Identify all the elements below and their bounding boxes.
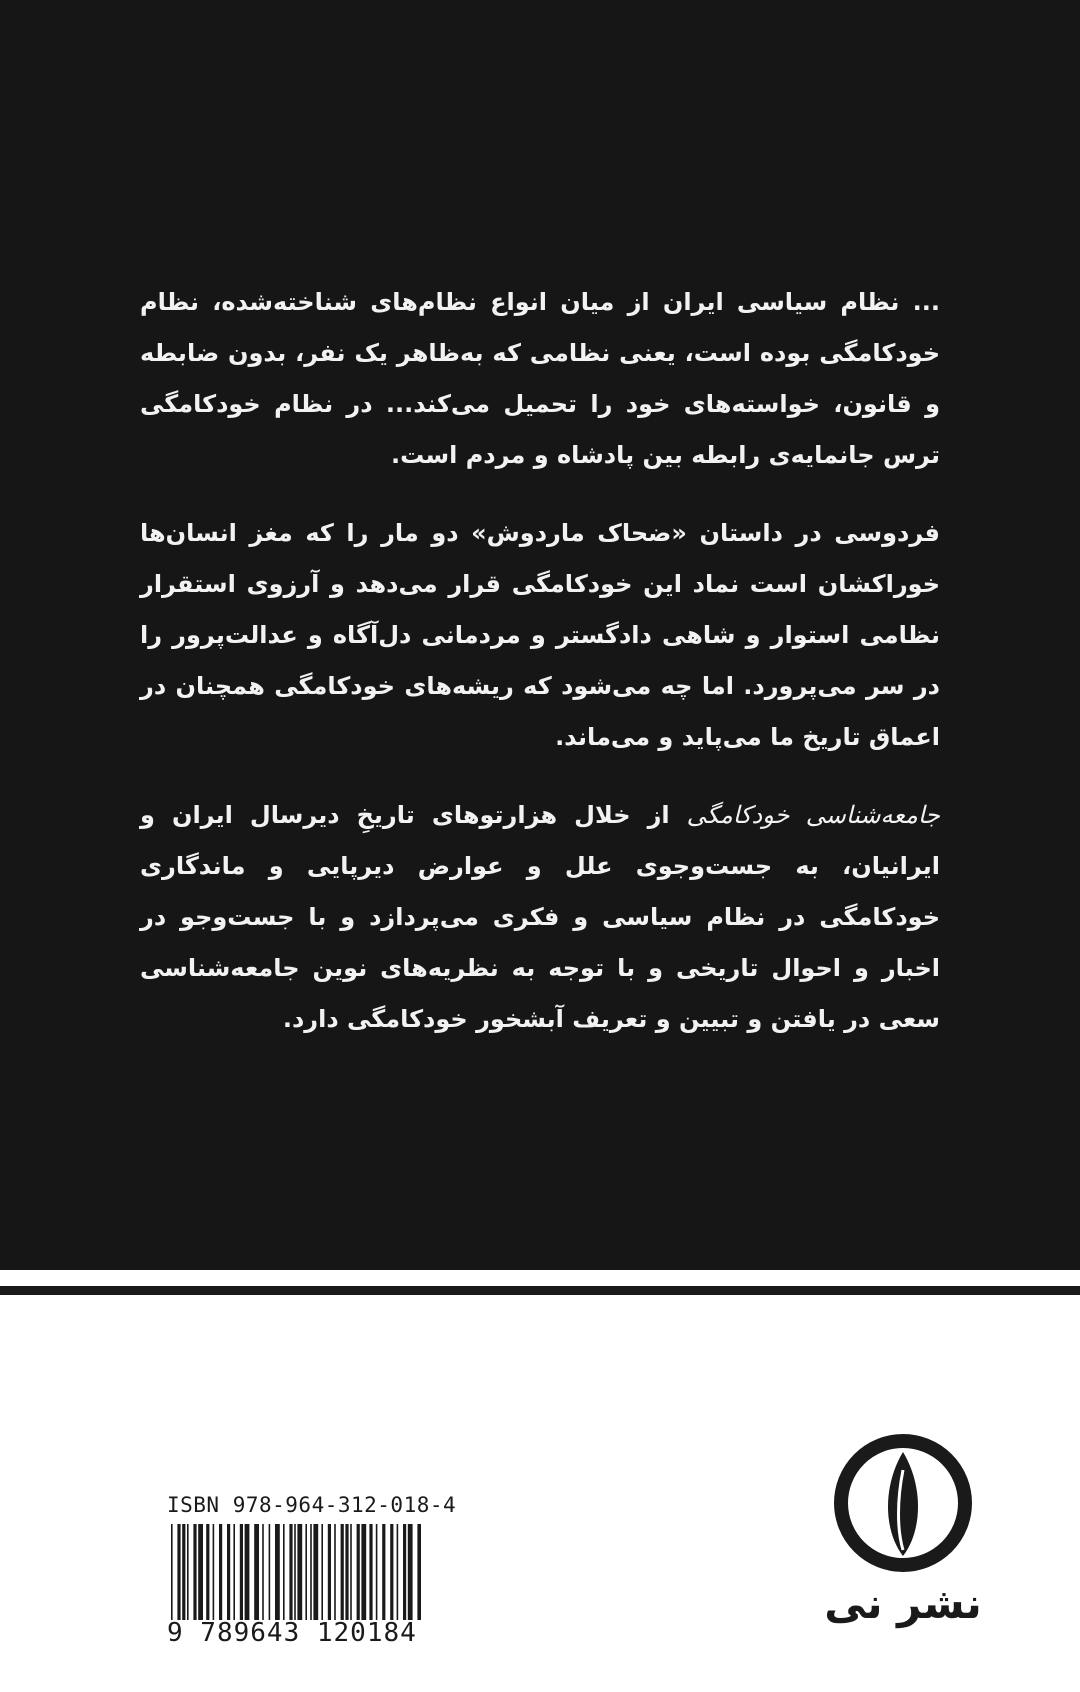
- blurb-paragraph-1: ... نظام سیاسی ایران از میان انواع نظام‌های شناخته‌شده، نظام خودکامگی بوده است، یعنی نظامی که به‌ظاهر یک نفر، بدون ضابطه و قانون، خواسته‌های خود را تحمیل می‌کند... در نظام خودکامگی ترس جانمایه‌ی رابطه بین پادشاه و مردم است.: [140, 288, 940, 469]
- barcode-bar: [182, 1524, 185, 1620]
- barcode-bar: [310, 1524, 312, 1620]
- isbn-label: ISBN 978-964-312-018-4: [167, 1493, 457, 1517]
- barcode-bar: [361, 1524, 366, 1620]
- barcode-bar: [275, 1524, 280, 1620]
- barcode-bar: [408, 1524, 413, 1620]
- barcode-bar: [369, 1524, 372, 1620]
- barcode-bar: [219, 1524, 222, 1620]
- barcode-bar: [403, 1524, 406, 1620]
- blurb-text: [140, 277, 940, 1072]
- barcode-bar: [187, 1524, 189, 1620]
- barcode-bar: [262, 1524, 264, 1620]
- barcode-bar: [206, 1524, 209, 1620]
- barcode-bar: [321, 1524, 323, 1620]
- publisher-name: نشر نی: [824, 1579, 982, 1628]
- barcode-bar: [171, 1524, 173, 1620]
- barcode-bar: [227, 1524, 230, 1620]
- blurb-paragraph-3: [140, 790, 940, 1045]
- barcode-bar: [269, 1524, 271, 1620]
- white-stripe: [0, 1270, 1080, 1286]
- barcode-bar: [397, 1524, 399, 1620]
- isbn-block: [167, 1492, 457, 1648]
- barcode-bar: [297, 1524, 302, 1620]
- barcode-bar: [376, 1524, 378, 1620]
- barcode-bar: [213, 1524, 215, 1620]
- barcode-bar: [305, 1524, 307, 1620]
- barcode: [167, 1524, 425, 1620]
- barcode-bar: [254, 1524, 259, 1620]
- book-title-italic: جامعه‌شناسی خودکامگی: [686, 801, 940, 829]
- barcode-bar: [357, 1524, 360, 1620]
- barcode-bar: [313, 1524, 318, 1620]
- barcode-bar: [193, 1524, 196, 1620]
- barcode-bar: [417, 1524, 421, 1620]
- barcode-bar: [334, 1524, 336, 1620]
- barcode-bar: [198, 1524, 203, 1620]
- barcode-bar: [283, 1524, 285, 1620]
- barcode-bar: [177, 1524, 180, 1620]
- blurb-paragraph-2: فردوسی در داستان «ضحاک ماردوش» دو مار را که مغز انسان‌ها خوراکشان است نماد این خودکامگی قرار می‌دهد و آرزوی استقرار نظامی استوار و شاهی دادگستر و مردمانی دل‌آگاه و عدالت‌پرور را در سر می‌پرورد. اما چه می‌شود که ریشه‌های خودکامگی همچنان در اعماق تاریخ ما می‌پاید و می‌ماند.: [140, 519, 940, 751]
- barcode-bar: [233, 1524, 235, 1620]
- blurb-paragraph-3-rest: از خلال هزارتوهای تاریخِ دیرسال ایران و ایرانیان، به جست‌وجوی علل و عوارض دیرپایی و ماندگاری خودکامگی در نظام سیاسی و فکری می‌پردازد و با جست‌وجو در اخبار و احوال تاریخی و با توجه به نظریه‌های نوین جامعه‌شناسی سعی در یافتن و تبیین و تعریف آبشخور خودکامگی دارد.: [140, 801, 940, 1033]
- barcode-bar: [245, 1524, 250, 1620]
- barcode-bar: [240, 1524, 243, 1620]
- barcode-bar: [390, 1524, 393, 1620]
- barcode-bar: [350, 1524, 352, 1620]
- reed-in-circle-icon: [823, 1430, 983, 1580]
- barcode-bar: [382, 1524, 385, 1620]
- barcode-bar: [294, 1524, 296, 1620]
- barcode-bar: [341, 1524, 344, 1620]
- publisher-logo: [823, 1430, 983, 1630]
- divider-stripe: [0, 1286, 1080, 1295]
- barcode-bar: [289, 1524, 292, 1620]
- barcode-bar: [345, 1524, 348, 1620]
- isbn-digits: 9 789643 120184: [167, 1618, 417, 1648]
- barcode-bar: [328, 1524, 331, 1620]
